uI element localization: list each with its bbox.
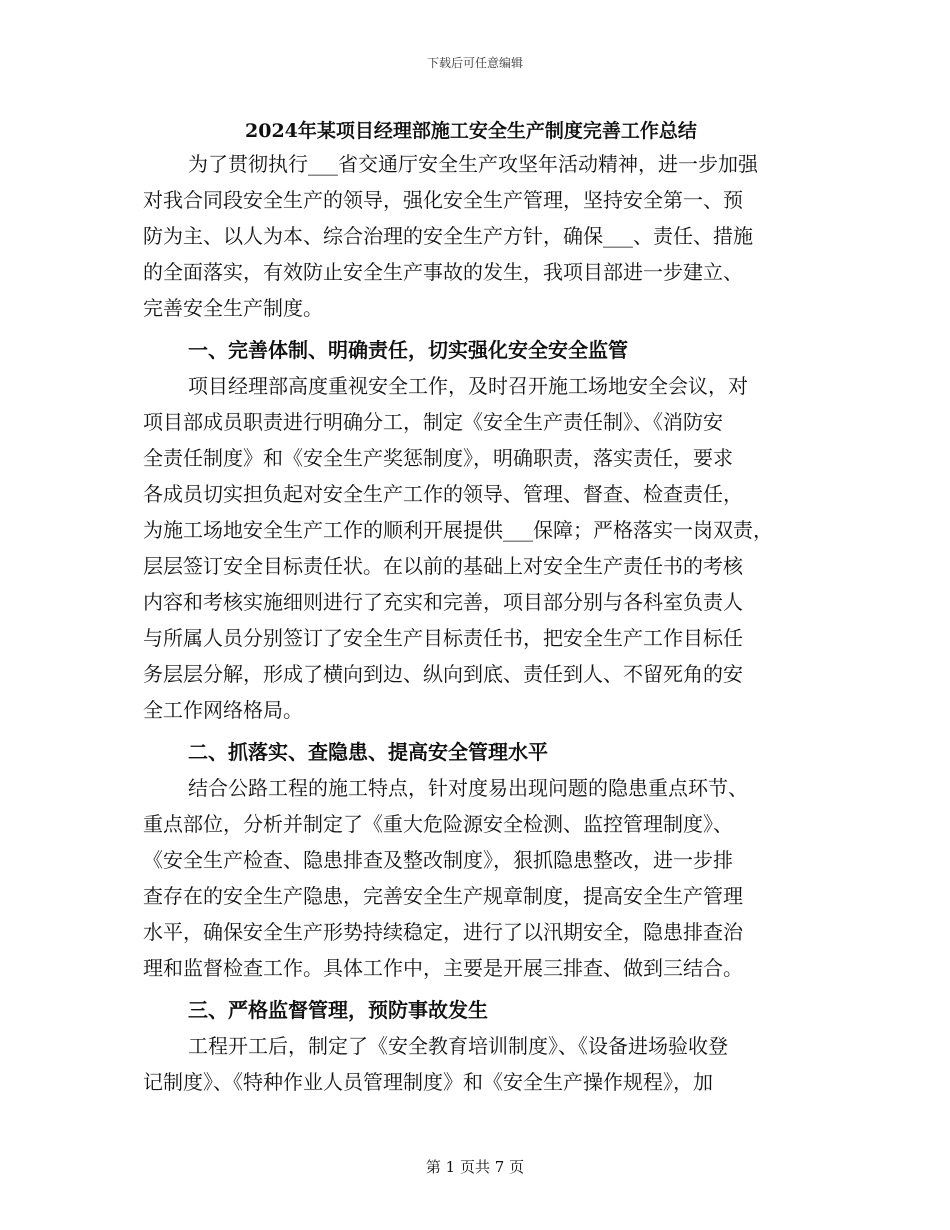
body-line: 层层签订安全目标责任状。在以前的基础上对安全生产责任书的考核 bbox=[143, 554, 743, 578]
body-line: 理和监督检查工作。具体工作中，主要是开展三排查、做到三结合。 bbox=[143, 956, 743, 980]
section-heading-1: 一、完善体制、明确责任，切实强化安全安全监管 bbox=[188, 338, 628, 362]
body-line: 水平，确保安全生产形势持续稳定，进行了以汛期安全，隐患排查治 bbox=[143, 920, 743, 944]
section-heading-2: 二、抓落实、查隐患、提高安全管理水平 bbox=[188, 740, 548, 764]
body-line: 工程开工后，制定了《安全教育培训制度》、《设备进场验收登 bbox=[188, 1034, 728, 1058]
body-line: 防为主、以人为本、综合治理的安全生产方针，确保___、责任、措施 bbox=[143, 224, 753, 248]
body-line: 为施工场地安全生产工作的顺利开展提供___保障；严格落实一岗双责， bbox=[143, 518, 773, 542]
body-line: 的全面落实，有效防止安全生产事故的发生，我项目部进一步建立、 bbox=[143, 260, 743, 284]
body-line: 完善安全生产制度。 bbox=[143, 296, 323, 320]
body-line: 对我合同段安全生产的领导，强化安全生产管理，坚持安全第一、预 bbox=[143, 188, 743, 212]
body-line: 结合公路工程的施工特点，针对度易出现问题的隐患重点环节、 bbox=[188, 776, 748, 800]
body-line: 各成员切实担负起对安全生产工作的领导、管理、督查、检查责任， bbox=[143, 482, 743, 506]
body-line: 务层层分解，形成了横向到边、纵向到底、责任到人、不留死角的安 bbox=[143, 662, 743, 686]
body-line: 内容和考核实施细则进行了充实和完善，项目部分别与各科室负责人 bbox=[143, 590, 743, 614]
page-footer: 第 1 页共 7 页 bbox=[425, 1158, 525, 1176]
body-line: 全责任制度》和《安全生产奖惩制度》，明确职责，落实责任，要求 bbox=[143, 446, 733, 470]
body-line: 项目部成员职责进行明确分工，制定《安全生产责任制》、《消防安 bbox=[143, 410, 723, 434]
body-line: 与所属人员分别签订了安全生产目标责任书，把安全生产工作目标任 bbox=[143, 626, 743, 650]
body-line: 记制度》、《特种作业人员管理制度》和《安全生产操作规程》，加 bbox=[143, 1070, 713, 1094]
body-line: 为了贯彻执行___省交通厅安全生产攻坚年活动精神，进一步加强 bbox=[188, 152, 758, 176]
document-title: 2024年某项目经理部施工安全生产制度完善工作总结 bbox=[245, 120, 697, 142]
body-line: 项目经理部高度重视安全工作，及时召开施工场地安全会议，对 bbox=[188, 374, 748, 398]
body-line: 全工作网络格局。 bbox=[143, 698, 303, 722]
header-note: 下载后可任意编辑 bbox=[426, 56, 523, 70]
body-line: 《安全生产检查、隐患排查及整改制度》，狠抓隐患整改，进一步排 bbox=[143, 848, 733, 872]
body-line: 重点部位，分析并制定了《重大危险源安全检测、监控管理制度》、 bbox=[143, 812, 733, 836]
section-heading-3: 三、严格监督管理，预防事故发生 bbox=[188, 998, 488, 1022]
body-line: 查存在的安全生产隐患，完善安全生产规章制度，提高安全生产管理 bbox=[143, 884, 743, 908]
